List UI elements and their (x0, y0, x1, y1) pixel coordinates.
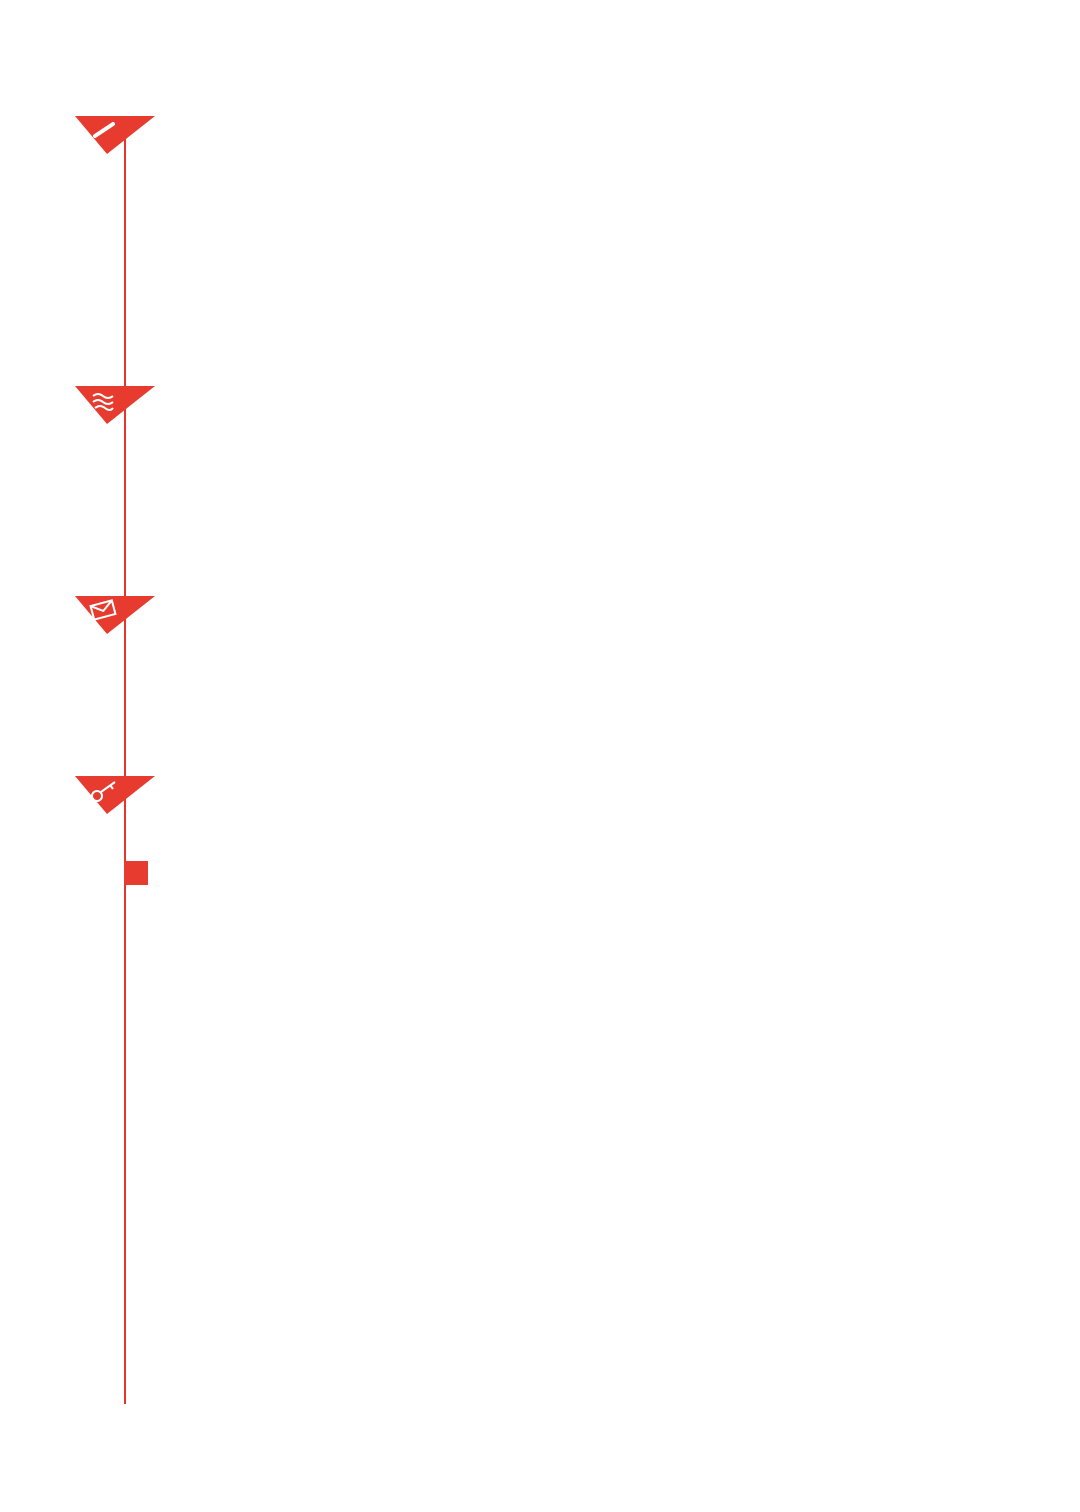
pencil-icon (75, 114, 155, 158)
margin-rule (124, 128, 126, 1404)
review-line (157, 804, 169, 825)
composition-title (155, 384, 169, 410)
exercise-a-title (155, 893, 187, 915)
summary-title (155, 114, 169, 140)
letter-title (155, 594, 169, 620)
key-icon (75, 774, 155, 818)
wave-icon (75, 384, 155, 428)
envelope-icon (75, 594, 155, 638)
exercises-title (157, 862, 167, 884)
special-title (155, 774, 169, 800)
exercises-marker (124, 861, 148, 885)
